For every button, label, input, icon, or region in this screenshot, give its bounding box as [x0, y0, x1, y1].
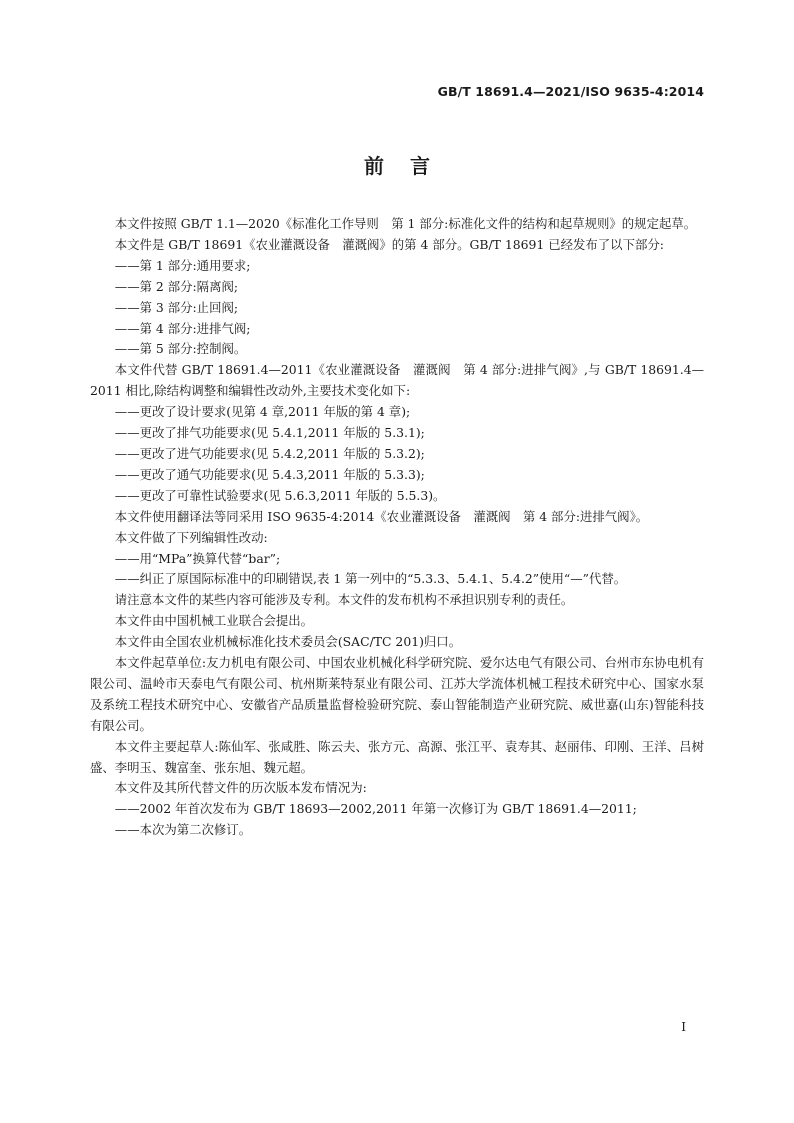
list-item-part: ——第 2 部分:隔离阀; [114, 278, 239, 294]
paragraph-drafters: 本文件主要起草人:陈仙军、张咸胜、陈云夫、张方元、高源、张江平、袁寿其、赵丽伟、印刚、王洋、吕树盛、李明玉、魏富奎、张东旭、魏元超。 [90, 738, 704, 775]
paragraph-committee: 本文件由全国农业机械标准化技术委员会(SAC/TC 201)归口。 [114, 634, 462, 650]
paragraph-drafting-units: 本文件起草单位:友力机电有限公司、中国农业机械化科学研究院、爱尔达电气有限公司、台州市东协电机有限公司、温岭市天泰电气有限公司、杭州斯莱特泵业有限公司、江苏大学流体机械工程技术研究中心、国家水泵及系统工程技术研究中心、安徽省产品质量监督检验研究院、泰山智能制造产业研究院、威世嘉(山东)智能科技有限公司。 [90, 655, 704, 733]
paragraph-replaces: 本文件代替 GB/T 18691.4—2011《农业灌溉设备 灌溉阀 第 4 部分:进排气阀》,与 GB/T 18691.4—2011 相比,除结构调整和编辑性改动外,主要技术变化如下: [90, 362, 704, 399]
paragraph-drafting-rules: 本文件按照 GB/T 1.1—2020《标准化工作导则 第 1 部分:标准化文件的结构和起草规则》的规定起草。 [114, 216, 697, 231]
paragraph-editorial: 本文件做了下列编辑性改动: [114, 529, 268, 545]
list-item-change: ——更改了进气功能要求(见 5.4.2,2011 年版的 5.3.2); [114, 445, 425, 461]
list-item-change: ——更改了设计要求(见第 4 章,2011 年版的第 4 章); [114, 404, 411, 420]
foreword-body [90, 214, 704, 841]
list-item-edit: ——纠正了原国际标准中的印刷错误,表 1 第一列中的“5.3.3、5.4.1、5.4.2”使用“—”代替。 [114, 571, 627, 587]
list-item-change: ——更改了可靠性试验要求(见 5.6.3,2011 年版的 5.5.3)。 [114, 487, 446, 503]
list-item-part: ——第 1 部分:通用要求; [114, 257, 251, 273]
list-item-part: ——第 3 部分:止回阀; [114, 299, 239, 315]
list-item-part: ——第 4 部分:进排气阀; [114, 320, 251, 336]
list-item-change: ——更改了排气功能要求(见 5.4.1,2011 年版的 5.3.1); [114, 425, 425, 441]
page-title: 前言 [364, 154, 456, 178]
list-item-change: ——更改了通气功能要求(见 5.4.3,2011 年版的 5.3.3); [114, 466, 425, 482]
list-item-edit: ——用“MPa”换算代替“bar”; [114, 550, 281, 566]
paragraph-series-intro: 本文件是 GB/T 18691《农业灌溉设备 灌溉阀》的第 4 部分。GB/T 18691 已经发布了以下部分: [114, 236, 664, 252]
paragraph-patent: 请注意本文件的某些内容可能涉及专利。本文件的发布机构不承担识别专利的责任。 [114, 592, 574, 608]
paragraph-history: 本文件及其所代替文件的历次版本发布情况为: [114, 780, 367, 796]
paragraph-adoption: 本文件使用翻译法等同采用 ISO 9635-4:2014《农业灌溉设备 灌溉阀 第 4 部分:进排气阀》。 [114, 508, 649, 524]
paragraph-proposed: 本文件由中国机械工业联合会提出。 [114, 613, 314, 629]
page-number: I [681, 1020, 686, 1034]
standard-number: GB/T 18691.4—2021/ISO 9635-4:2014 [437, 84, 704, 99]
list-item-part: ——第 5 部分:控制阀。 [114, 341, 247, 357]
list-item-history: ——2002 年首次发布为 GB/T 18693—2002,2011 年第一次修订为 GB/T 18691.4—2011; [114, 801, 637, 817]
list-item-history: ——本次为第二次修订。 [114, 822, 252, 838]
